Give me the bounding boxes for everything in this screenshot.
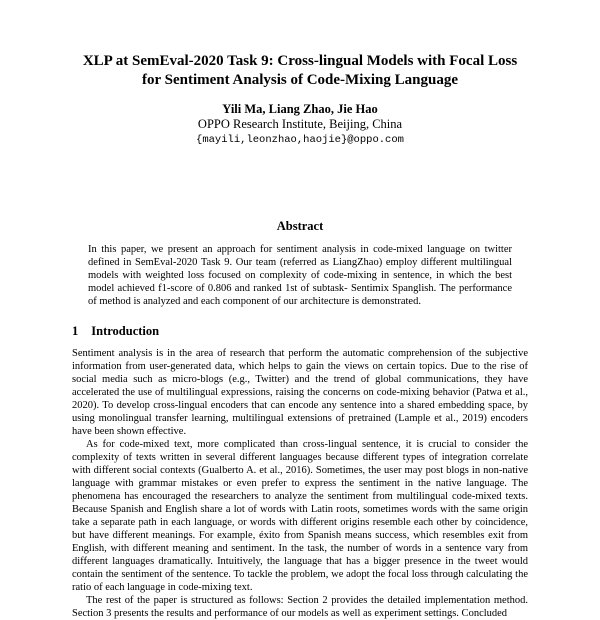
paragraph-intro-3: The rest of the paper is structured as follows: Section 2 provides the detailed implementation method. Section 3 presents the results and performance of our models as well as experiment settings. Concluded (72, 595, 528, 620)
abstract-text: In this paper, we present an approach for sentiment analysis in code-mixed language on twitter defined in SemEval-2020 Task 9. Our team (referred as LiangZhao) employ different multilingual models with weighted loss focused on complexity of code-mixing in sentence, in which the best model achieved f1-score of 0.806 and ranked 1st of subtask- Sentimix Spanglish. The performance of method is analyzed and each component of our architecture is demonstrated. (88, 244, 512, 308)
paper-email: {mayili,leonzhao,haojie}@oppo.com (196, 133, 404, 146)
paragraph-intro-1: Sentiment analysis is in the area of research that perform the automatic comprehension of the subjective information from user-generated data, which helps to gain the views on certain topics. Due to the rise of social media such as micro-blogs (e.g., Twitter) and the trend of global communications, they have accelerated the use of multilingual expressions, raising the concerns on code-mixing behavior (Patwa et al., 2020). To develop cross-lingual encoders that can encode any sentence into a shared embedding space, by using monolingual transfer learning, multilingual extensions of pretrained (Lample et al., 2019) encoders have been shown effective. (72, 348, 528, 438)
paper-authors: Yili Ma, Liang Zhao, Jie Hao (222, 101, 378, 116)
paper-affiliation: OPPO Research Institute, Beijing, China (197, 116, 403, 131)
abstract-heading: Abstract (276, 219, 324, 234)
section-number: 1 (72, 324, 79, 339)
paragraph-intro-2: As for code-mixed text, more complicated than cross-lingual sentence, it is crucial to consider the complexity of texts written in several different languages because different types of integration correlate with different social contexts (Gualberto A. et al., 2016). Sometimes, the user may post blogs in non-native language with grammar mistakes or even prefer to express the sentiment in the native language. The phenomena has encouraged the researchers to analyze the sentiment from multilingual code-mixed texts. Because Spanish and English share a lot of words with Latin roots, sometimes words with the same origin take a separate path in each language, or words with different origins resemble each other by coincidence, but have different meanings. For example, éxito from Spanish means success, which resembles exit from English, with different meaning and sentiment. In the task, the number of words in a sentence vary from different languages dramatically. Intuitively, the language that has a bigger presence in the tweet would contain the sentiment of the sentence. To tackle the problem, we adopt the focal loss through calculating the ratio of each language in code-mixing text. (72, 439, 528, 594)
section-title: Introduction (91, 324, 160, 339)
paper-title: XLP at SemEval-2020 Task 9: Cross-lingual Models with Focal Loss for Sentiment Analysis of Code-Mixing Language (82, 53, 518, 88)
section-heading-introduction (72, 324, 528, 339)
